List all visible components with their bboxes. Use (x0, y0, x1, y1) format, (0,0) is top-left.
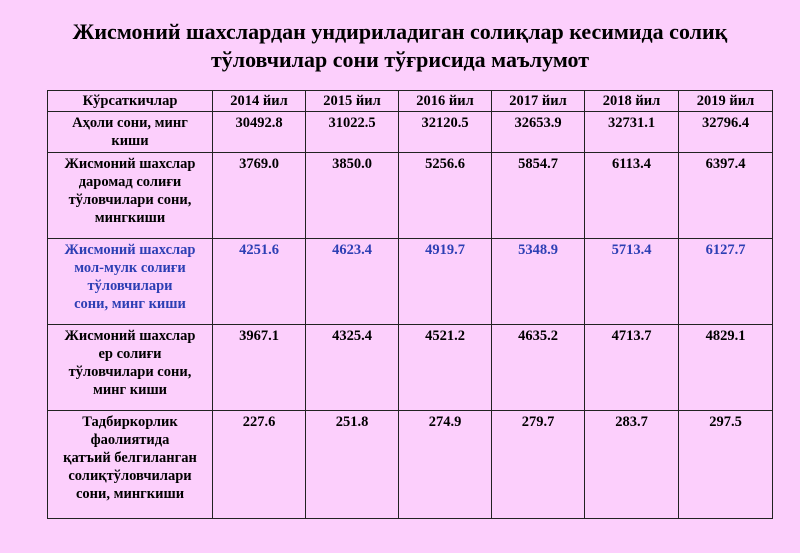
table-header-row (48, 91, 773, 112)
cell-value: 32731.1 (585, 112, 679, 153)
cell-value: 4635.2 (492, 325, 585, 411)
cell-value: 3967.1 (213, 325, 306, 411)
cell-value: 297.5 (679, 411, 773, 519)
cell-value: 32653.9 (492, 112, 585, 153)
cell-value: 4325.4 (306, 325, 399, 411)
cell-value: 6127.7 (679, 239, 773, 325)
cell-value: 5854.7 (492, 153, 585, 239)
cell-value: 6113.4 (585, 153, 679, 239)
cell-value: 4623.4 (306, 239, 399, 325)
row-label: Аҳоли сони, минг киши (48, 112, 213, 153)
title-line-1: Жисмоний шахслардан ундириладиган солиқлар кесимида солиқ (72, 19, 728, 44)
header-2018: 2018 йил (585, 91, 679, 112)
cell-value: 4919.7 (399, 239, 492, 325)
cell-value: 4713.7 (585, 325, 679, 411)
cell-value: 3769.0 (213, 153, 306, 239)
table-row-income-tax (48, 153, 773, 239)
row-label: Жисмоний шахслар мол-мулк солиғи тўловчилари сони, минг киши (48, 239, 213, 325)
row-label: Жисмоний шахслар даромад солиғи тўловчилари сони, мингкиши (48, 153, 213, 239)
table-row-land-tax (48, 325, 773, 411)
cell-value: 5256.6 (399, 153, 492, 239)
row-label: Жисмоний шахслар ер солиғи тўловчилари сони, минг киши (48, 325, 213, 411)
header-2014: 2014 йил (213, 91, 306, 112)
table-row-property-tax (48, 239, 773, 325)
cell-value: 3850.0 (306, 153, 399, 239)
table-row-fixed-tax (48, 411, 773, 519)
header-2017: 2017 йил (492, 91, 585, 112)
row-label: Тадбиркорлик фаолиятида қатъий белгиланган солиқтўловчилари сони, мингкиши (48, 411, 213, 519)
cell-value: 6397.4 (679, 153, 773, 239)
cell-value: 274.9 (399, 411, 492, 519)
header-2019: 2019 йил (679, 91, 773, 112)
cell-value: 4521.2 (399, 325, 492, 411)
cell-value: 30492.8 (213, 112, 306, 153)
cell-value: 4829.1 (679, 325, 773, 411)
cell-value: 32120.5 (399, 112, 492, 153)
table-row-population (48, 112, 773, 153)
cell-value: 227.6 (213, 411, 306, 519)
cell-value: 251.8 (306, 411, 399, 519)
header-2015: 2015 йил (306, 91, 399, 112)
cell-value: 279.7 (492, 411, 585, 519)
header-indicators: Кўрсаткичлар (48, 91, 213, 112)
title-line-2: тўловчилар сони тўғрисида маълумот (210, 47, 590, 72)
cell-value: 32796.4 (679, 112, 773, 153)
cell-value: 5713.4 (585, 239, 679, 325)
cell-value: 5348.9 (492, 239, 585, 325)
taxpayers-table (47, 90, 773, 519)
page-title (0, 18, 800, 74)
cell-value: 283.7 (585, 411, 679, 519)
cell-value: 31022.5 (306, 112, 399, 153)
cell-value: 4251.6 (213, 239, 306, 325)
header-2016: 2016 йил (399, 91, 492, 112)
